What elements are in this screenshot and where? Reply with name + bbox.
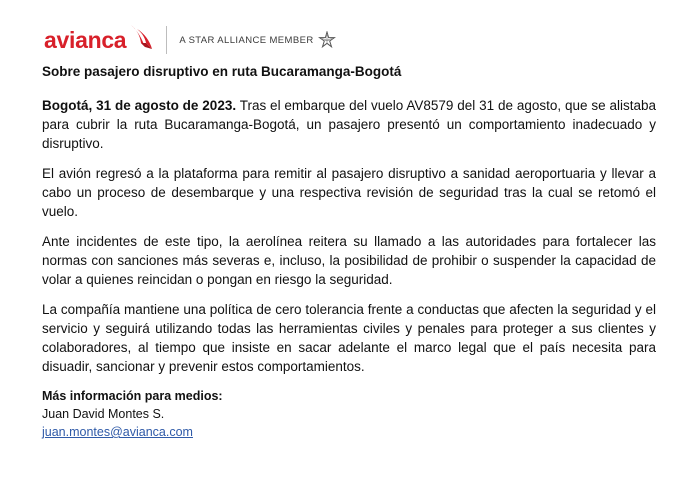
release-title: Sobre pasajero disruptivo en ruta Bucaramanga-Bogotá [42, 64, 402, 79]
contact-heading: Más información para medios: [42, 389, 223, 403]
media-contact [42, 387, 656, 441]
paragraph-3: Ante incidentes de este tipo, la aerolínea reitera su llamado a las autoridades para fortalecer las normas con sanciones más severas e, incluso, la posibilidad de prohibir o suspender la capacidad de volar a quienes reincidan o pongan en riesgo la seguridad. [42, 234, 656, 287]
header-divider [166, 26, 167, 54]
letterhead [44, 22, 336, 58]
contact-name: Juan David Montes S. [42, 407, 165, 421]
contact-email-link[interactable]: juan.montes@avianca.com [42, 425, 193, 439]
paragraph-4: La compañía mantiene una política de cero tolerancia frente a conductas que afecten la seguridad y el servicio y seguirá utilizando todas las herramientas civiles y penales para proteger a sus clientes y colaboradores, al tiempo que insiste en sacar adelante el marco legal que el país necesita para disuadir, sancionar y prevenir estos comportamientos. [42, 302, 656, 374]
paragraph-2: El avión regresó a la plataforma para remitir al pasajero disruptivo a sanidad aeroportuaria y llevar a cabo un proceso de desembarque y una respectiva revisión de seguridad tras la cual se retomó el vuelo. [42, 166, 656, 219]
brand-logo-text: avianca [44, 26, 127, 53]
alliance-tagline: A STAR ALLIANCE MEMBER [179, 34, 314, 46]
star-alliance-logo-icon [318, 31, 336, 49]
paragraph-1 [42, 96, 656, 153]
press-release [42, 63, 656, 441]
avianca-bird-logo-icon [128, 23, 154, 51]
dateline: Bogotá, 31 de agosto de 2023. [42, 98, 237, 113]
paragraph-1-text: Tras el embarque del vuelo AV8579 del 31 de agosto, que se alistaba para cubrir la ruta Bucaramanga-Bogotá, un pasajero presentó un comportamiento inadecuado y disruptivo. [42, 98, 656, 151]
